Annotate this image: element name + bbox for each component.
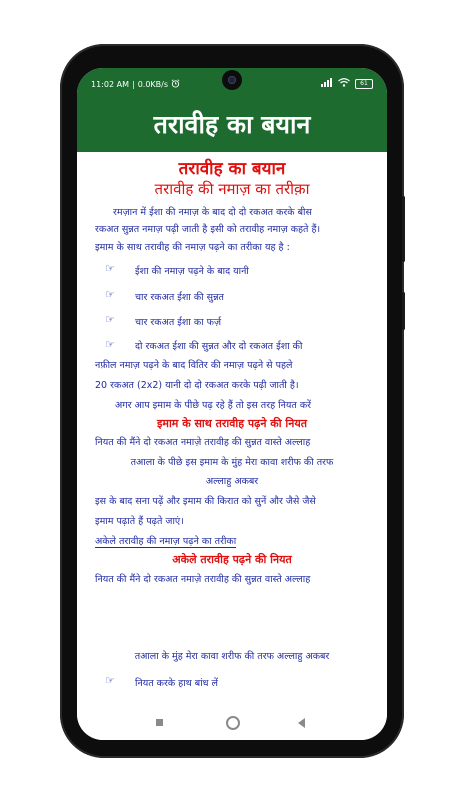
bullet-5-text: नियत करके हाथ बांध लें xyxy=(135,678,218,689)
status-separator: | xyxy=(131,80,135,89)
signal-icon xyxy=(321,78,333,89)
niyat-line-2: तआला के पीछे इस इमाम के मुंह मेरा कावा शरीफ की तरफ xyxy=(130,457,334,468)
article-content[interactable] xyxy=(77,152,387,706)
bullet-4-line-4: अगर आप इमाम के पीछे पढ़ रहे हैं तो इस तरह नियत करें xyxy=(115,400,311,411)
article-subtitle: तरावीह की नमाज़ का तरीक़ा xyxy=(154,180,310,198)
bullet-4-line-1: दो रकअत ईशा की सुन्नत और दो रकअत ईशा की xyxy=(135,341,303,352)
status-bar xyxy=(77,68,387,98)
navigation-bar xyxy=(77,706,387,740)
niyat-line-3: अल्लाहु अकबर xyxy=(205,476,259,487)
article-title: तरावीह का बयान xyxy=(178,159,286,179)
heading-imam-niyat: इमाम के साथ तरावीह पढ़ने की नियत xyxy=(156,417,307,430)
bullet-3-text: चार रकअत ईशा का फर्ज़ xyxy=(135,317,222,328)
bullet-4-line-3: 20 रकअत (2x2) यानी दो दो रकअत करके पढ़ी जाती है। xyxy=(95,380,299,391)
app-bar-title: तरावीह का बयान xyxy=(77,98,387,152)
status-time: 11:02 AM xyxy=(91,80,129,89)
intro-line-1: रमज़ान में ईशा की नमाज़ के बाद दो दो रकअत करके बीस xyxy=(113,207,312,218)
alarm-icon xyxy=(171,79,180,90)
status-left xyxy=(91,79,180,90)
front-camera xyxy=(222,70,242,90)
pointing-hand-icon: ☞ xyxy=(105,313,115,326)
screen xyxy=(77,68,387,740)
volume-button xyxy=(402,196,405,262)
niyat-line-1: नियत की मैंने दो रकअत नमाज़े तरावीह की सुन्नत वास्ते अल्लाह xyxy=(95,437,311,448)
wifi-icon xyxy=(338,78,350,89)
alone-method-link[interactable]: अकेले तरावीह की नमाज़ पढ़ने का तरीका xyxy=(95,536,237,547)
after-line-2: इमाम पढ़ाते हैं पढ़ते जाएं। xyxy=(95,516,184,527)
heading-alone-niyat: अकेले तरावीह पढ़ने की नियत xyxy=(172,553,292,566)
alone-line-1: नियत की मैंने दो रकअत नमाज़े तरावीह की सुन्नत वास्ते अल्लाह xyxy=(95,574,311,585)
status-right xyxy=(321,78,373,89)
power-button xyxy=(402,292,405,330)
pointing-hand-icon: ☞ xyxy=(105,674,115,687)
recents-button[interactable] xyxy=(156,719,163,726)
pointing-hand-icon: ☞ xyxy=(105,262,115,275)
pointing-hand-icon: ☞ xyxy=(105,338,115,351)
bullet-4-line-2: नफ़ील नमाज़ पढ़ने के बाद वितिर की नमाज़ पढ़ने से पहले xyxy=(95,360,293,371)
battery-icon: 61 xyxy=(355,79,373,89)
alone-line-2: तआला के मुंह मेरा कावा शरीफ की तरफ अल्लाहु अकबर xyxy=(134,651,330,662)
bullet-2-text: चार रकअत ईशा की सुन्नत xyxy=(135,292,224,303)
bullet-1-text: ईशा की नमाज़ पढ़ने के बाद यानी xyxy=(135,266,249,277)
intro-line-2: रकअत सुन्नत नमाज़ पढ़ी जाती है इसी को तरावीह नमाज़ कहते हैं। xyxy=(95,224,321,235)
status-net-speed: 0.0KB/s xyxy=(137,80,169,89)
pointing-hand-icon: ☞ xyxy=(105,288,115,301)
back-button[interactable] xyxy=(298,718,305,728)
intro-line-3: इमाम के साथ तरावीह की नमाज़ पढ़ने का तरीका यह है : xyxy=(95,242,290,253)
home-button[interactable] xyxy=(226,716,240,730)
after-line-1: इस के बाद सना पढ़ें और इमाम की किरात को सुनें और जैसे जैसे xyxy=(95,496,316,507)
